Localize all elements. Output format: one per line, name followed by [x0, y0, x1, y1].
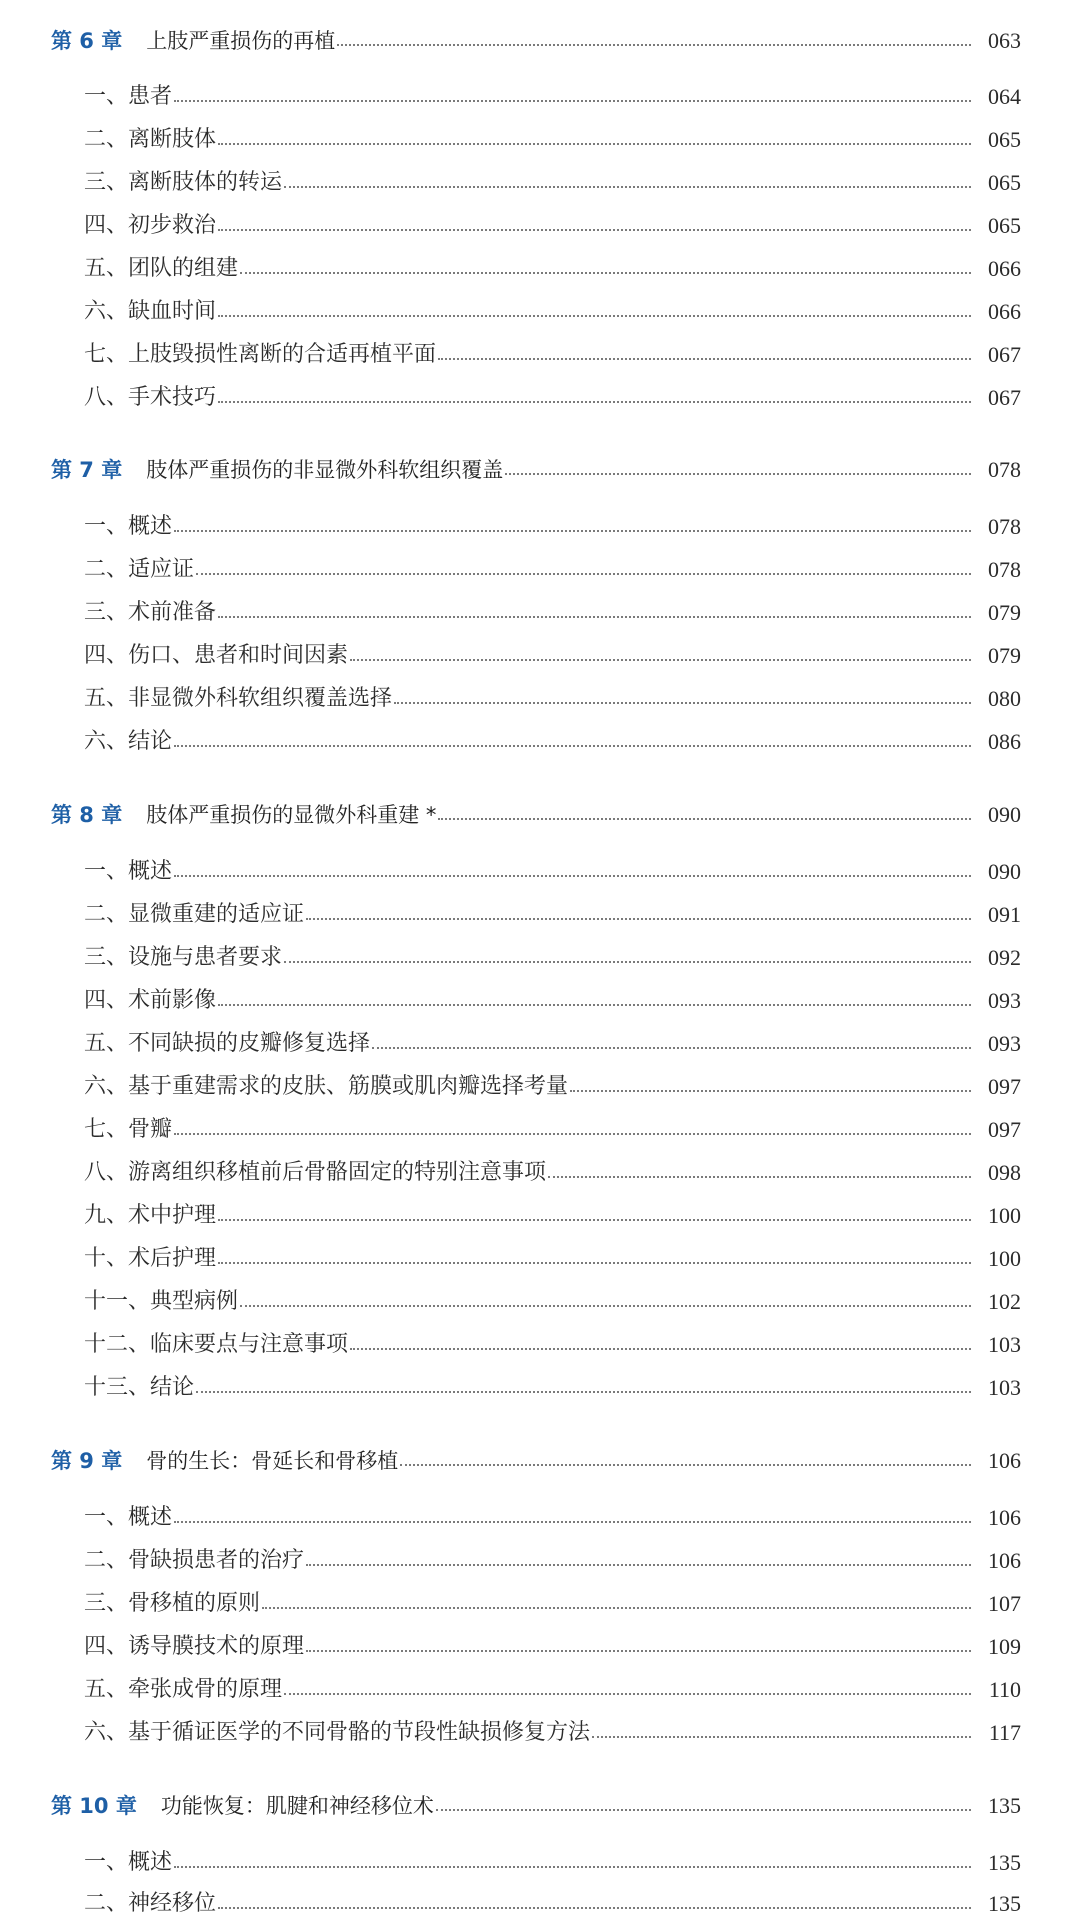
toc-entry[interactable]	[0, 1577, 1077, 1615]
toc-entry[interactable]	[0, 1663, 1077, 1701]
page-number: 079	[988, 600, 1021, 625]
dot-leader	[196, 573, 971, 575]
page-number: 090	[988, 859, 1021, 884]
page-number: 064	[988, 84, 1021, 109]
toc-entry[interactable]	[0, 285, 1077, 323]
entry-title: 三、骨移植的原则	[84, 1591, 261, 1616]
toc-entry[interactable]	[0, 1491, 1077, 1529]
entry-title: 三、离断肢体的转运	[84, 170, 283, 195]
entry-title: 一、概述	[84, 859, 173, 884]
entry-title: 一、患者	[84, 84, 173, 109]
chapter-number: 第 10 章	[51, 1794, 137, 1818]
entry-title: 二、骨缺损患者的治疗	[84, 1548, 305, 1573]
entry-title: 一、概述	[84, 514, 173, 539]
page-number: 079	[988, 643, 1021, 668]
dot-leader	[218, 616, 971, 618]
page-number: 097	[988, 1074, 1021, 1099]
page-number: 080	[988, 686, 1021, 711]
page-number: 093	[988, 988, 1021, 1013]
dot-leader	[218, 143, 971, 145]
chapter-7-heading[interactable]	[0, 443, 1077, 481]
entry-title: 二、适应证	[84, 557, 195, 582]
entry-title: 六、基于重建需求的皮肤、筋膜或肌肉瓣选择考量	[84, 1074, 569, 1099]
page-number: 135	[988, 1891, 1021, 1916]
toc-entry[interactable]	[0, 888, 1077, 926]
dot-leader	[570, 1090, 971, 1092]
page-number: 106	[988, 1505, 1021, 1530]
page-number: 135	[988, 1793, 1021, 1818]
dot-leader	[174, 875, 971, 877]
page-number: 135	[988, 1850, 1021, 1875]
toc-entry[interactable]	[0, 543, 1077, 581]
toc-entry[interactable]	[0, 199, 1077, 237]
toc-entry[interactable]	[0, 1877, 1077, 1915]
toc-entry[interactable]	[0, 1275, 1077, 1313]
entry-title: 四、初步救治	[84, 213, 217, 238]
page-number: 078	[988, 557, 1021, 582]
chapter-title: 上肢严重损伤的再植	[146, 29, 336, 53]
dot-leader	[284, 961, 971, 963]
page-number: 063	[988, 28, 1021, 53]
toc-entry[interactable]	[0, 500, 1077, 538]
toc-entry[interactable]	[0, 1361, 1077, 1399]
entry-title: 四、术前影像	[84, 988, 217, 1013]
page-number: 086	[988, 729, 1021, 754]
page-number: 092	[988, 945, 1021, 970]
toc-entry[interactable]	[0, 113, 1077, 151]
dot-leader	[174, 1866, 971, 1868]
page-number: 107	[988, 1591, 1021, 1616]
page-number: 066	[988, 256, 1021, 281]
page-number: 103	[988, 1332, 1021, 1357]
toc-entry[interactable]	[0, 1534, 1077, 1572]
dot-leader	[218, 1004, 971, 1006]
dot-leader	[284, 1693, 971, 1695]
dot-leader	[337, 44, 971, 46]
page-number: 066	[988, 299, 1021, 324]
page-number: 098	[988, 1160, 1021, 1185]
entry-title: 五、牵张成骨的原理	[84, 1677, 283, 1702]
page-number: 109	[988, 1634, 1021, 1659]
entry-title: 十二、临床要点与注意事项	[84, 1332, 349, 1357]
dot-leader	[218, 401, 971, 403]
toc-entry[interactable]	[0, 1232, 1077, 1270]
dot-leader	[306, 1650, 971, 1652]
chapter-title: 骨的生长：骨延长和骨移植	[146, 1449, 399, 1473]
toc-entry[interactable]	[0, 586, 1077, 624]
toc-entry[interactable]	[0, 1706, 1077, 1744]
toc-entry[interactable]	[0, 1060, 1077, 1098]
entry-title: 十一、典型病例	[84, 1289, 239, 1314]
chapter-number: 第 7 章	[51, 458, 123, 482]
toc-entry[interactable]	[0, 931, 1077, 969]
toc-entry[interactable]	[0, 1146, 1077, 1184]
toc-entry[interactable]	[0, 242, 1077, 280]
page-number: 091	[988, 902, 1021, 927]
toc-entry[interactable]	[0, 1103, 1077, 1141]
entry-title: 七、上肢毁损性离断的合适再植平面	[84, 342, 437, 367]
page-number: 100	[988, 1246, 1021, 1271]
dot-leader	[306, 918, 971, 920]
page-number: 103	[988, 1375, 1021, 1400]
chapter-number: 第 8 章	[51, 803, 123, 827]
dot-leader	[400, 1464, 971, 1466]
chapter-10-heading[interactable]	[0, 1779, 1077, 1817]
toc-entry[interactable]	[0, 672, 1077, 710]
dot-leader	[262, 1607, 971, 1609]
dot-leader	[196, 1391, 971, 1393]
entry-title: 十三、结论	[84, 1375, 195, 1400]
page-number: 102	[988, 1289, 1021, 1314]
entry-title: 五、团队的组建	[84, 256, 239, 281]
dot-leader	[218, 1262, 971, 1264]
toc-entry[interactable]	[0, 328, 1077, 366]
entry-title: 二、离断肢体	[84, 127, 217, 152]
page-number: 110	[988, 1677, 1021, 1702]
entry-title: 二、神经移位	[84, 1891, 217, 1916]
page-number: 067	[988, 342, 1021, 367]
dot-leader	[218, 315, 971, 317]
dot-leader	[218, 229, 971, 231]
toc-entry[interactable]	[0, 715, 1077, 753]
dot-leader	[174, 745, 971, 747]
chapter-8-heading[interactable]	[0, 788, 1077, 826]
dot-leader	[218, 1907, 971, 1909]
entry-title: 八、游离组织移植前后骨骼固定的特别注意事项	[84, 1160, 547, 1185]
page-number: 078	[988, 457, 1021, 482]
page-number: 065	[988, 170, 1021, 195]
toc-entry[interactable]	[0, 629, 1077, 667]
entry-title: 九、术中护理	[84, 1203, 217, 1228]
dot-leader	[372, 1047, 971, 1049]
dot-leader	[174, 530, 971, 532]
page-number: 100	[988, 1203, 1021, 1228]
dot-leader	[438, 358, 971, 360]
chapter-title: 功能恢复：肌腱和神经移位术	[160, 1794, 434, 1818]
toc-entry[interactable]	[0, 974, 1077, 1012]
page-number: 065	[988, 213, 1021, 238]
entry-title: 一、概述	[84, 1850, 173, 1875]
page-number: 067	[988, 385, 1021, 410]
chapter-9-heading[interactable]	[0, 1434, 1077, 1472]
dot-leader	[306, 1564, 971, 1566]
toc-entry[interactable]	[0, 70, 1077, 108]
dot-leader	[218, 1219, 971, 1221]
toc-entry[interactable]	[0, 845, 1077, 883]
dot-leader	[438, 818, 971, 820]
page-number: 093	[988, 1031, 1021, 1056]
chapter-number: 第 6 章	[51, 29, 123, 53]
toc-entry[interactable]	[0, 371, 1077, 409]
entry-title: 三、设施与患者要求	[84, 945, 283, 970]
dot-leader	[394, 702, 971, 704]
toc-entry[interactable]	[0, 156, 1077, 194]
entry-title: 八、手术技巧	[84, 385, 217, 410]
page-number: 117	[988, 1720, 1021, 1745]
chapter-title: 肢体严重损伤的显微外科重建 *	[146, 803, 437, 827]
page-number: 106	[988, 1448, 1021, 1473]
entry-title: 六、缺血时间	[84, 299, 217, 324]
chapter-title: 肢体严重损伤的非显微外科软组织覆盖	[146, 458, 504, 482]
dot-leader	[240, 272, 971, 274]
chapter-6-heading[interactable]	[0, 14, 1077, 52]
toc-entry[interactable]	[0, 1189, 1077, 1227]
entry-title: 三、术前准备	[84, 600, 217, 625]
entry-title: 四、诱导膜技术的原理	[84, 1634, 305, 1659]
entry-title: 五、非显微外科软组织覆盖选择	[84, 686, 393, 711]
entry-title: 五、不同缺损的皮瓣修复选择	[84, 1031, 371, 1056]
dot-leader	[350, 1348, 971, 1350]
toc-entry[interactable]	[0, 1017, 1077, 1055]
page-number: 078	[988, 514, 1021, 539]
entry-title: 十、术后护理	[84, 1246, 217, 1271]
entry-title: 二、显微重建的适应证	[84, 902, 305, 927]
dot-leader	[350, 659, 971, 661]
entry-title: 七、骨瓣	[84, 1117, 173, 1142]
dot-leader	[436, 1809, 971, 1811]
page-number: 090	[988, 802, 1021, 827]
page-number: 106	[988, 1548, 1021, 1573]
dot-leader	[174, 1521, 971, 1523]
dot-leader	[240, 1305, 971, 1307]
toc-entry[interactable]	[0, 1620, 1077, 1658]
toc-entry[interactable]	[0, 1836, 1077, 1874]
entry-title: 六、基于循证医学的不同骨骼的节段性缺损修复方法	[84, 1720, 591, 1745]
entry-title: 六、结论	[84, 729, 173, 754]
chapter-number: 第 9 章	[51, 1449, 123, 1473]
dot-leader	[548, 1176, 971, 1178]
page-number: 065	[988, 127, 1021, 152]
dot-leader	[592, 1736, 971, 1738]
toc-entry[interactable]	[0, 1318, 1077, 1356]
dot-leader	[284, 186, 971, 188]
entry-title: 四、伤口、患者和时间因素	[84, 643, 349, 668]
page-number: 097	[988, 1117, 1021, 1142]
dot-leader	[505, 473, 971, 475]
entry-title: 一、概述	[84, 1505, 173, 1530]
dot-leader	[174, 1133, 971, 1135]
dot-leader	[174, 100, 971, 102]
